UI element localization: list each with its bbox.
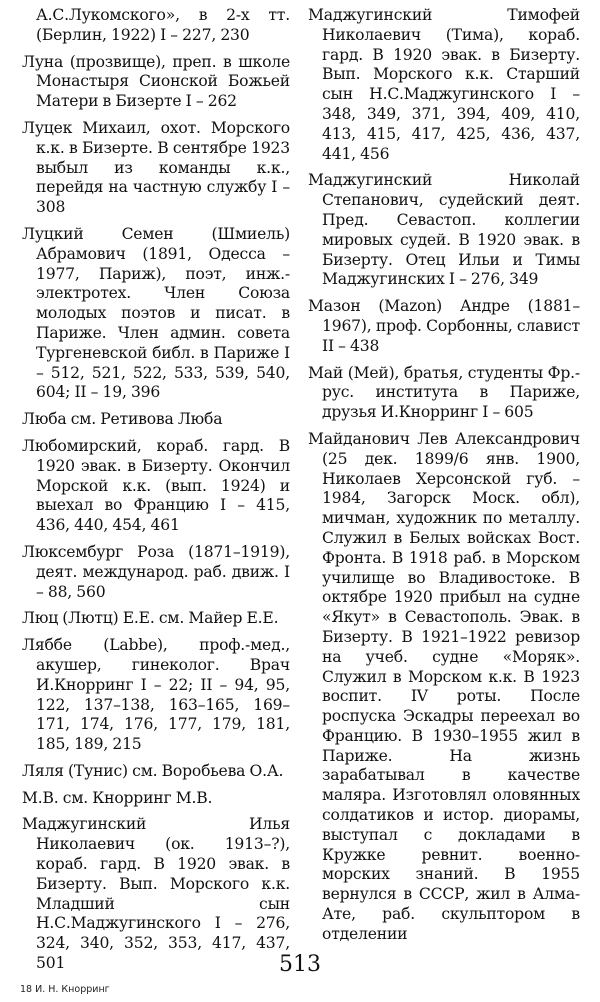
index-entry: Луцкий Семен (Шмиель) Абрамович (1891, Одесса – 1977, Париж), поэт, инж.-электротех. Член Союза молодых поэтов и писат. в Париже. Член админ. совета Тургеневской библ. в Париже I – 512, 521, 522, 533, 539, 540, 604; II – 19, 396 <box>22 224 290 402</box>
index-entry: М.В. см. Кнорринг М.В. <box>22 788 213 807</box>
index-entry: Майданович Лев Александрович (25 дек. 1899/6 янв. 1900, Николаев Херсонской губ. – 1984, Загорск Моск. обл), мичман, художник по металлу. Служил в Белых войсках Вост. Фронта. В 1918 раб. в Морском училище во Владивостоке. В октябре 1920 прибыл на судне «Якут» в Севастополь. Эвак. в Бизерту. В 1921–1922 ревизор на учеб. судне «Моряк». Служил в Морском к.к. В 1923 воспит. IV роты. После роспуска Эскадры переехал во Францию. В 1930–1955 жил в Париже. На жизнь зарабатывал в качестве маляра. Изготовлял оловянных солдатиков и истор. диорамы, выступал с докладами в Кружке ревнит. военно-морских знаний. В 1955 вернулся в СССР, жил в Алма-Ате, раб. скульптором в отделении <box>308 429 580 943</box>
index-entry: Май (Мей), братья, студенты Фр.-рус. института в Париже, друзья И.Кнорринг I – 605 <box>308 363 580 422</box>
page-number: 513 <box>279 952 321 977</box>
index-entry: Маджугинский Илья Николаевич (ок. 1913–?), кораб. гард. В 1920 эвак. в Бизерту. Вып. Морского к.к. Младший сын Н.С.Маджугинского I – 276, 324, 340, 352, 353, 417, 437, 501 <box>22 815 290 973</box>
index-entry: Маджугинский Тимофей Николаевич (Тима), кораб. гард. В 1920 эвак. в Бизерту. Вып. Морского к.к. Старший сын Н.С.Маджугинского I – 348, 349, 371, 394, 409, 410, 413, 415, 417, 425, 436, 437, 441, 456 <box>308 6 580 163</box>
index-entry: А.С.Лукомского», в 2-х тт. (Берлин, 1922) I – 227, 230 <box>36 6 290 44</box>
index-entry: Маджугинский Николай Степанович, судейский деят. Пред. Севастоп. коллегии мировых судей. В 1920 эвак. в Бизерту. Отец Ильи и Тимы Маджугинских I – 276, 349 <box>308 171 580 289</box>
index-entry: Ляля (Тунис) см. Воробьева О.А. <box>22 761 284 780</box>
index-entry: Ляббе (Labbe), проф.-мед., акушер, гинеколог. Врач И.Кнорринг I – 22; II – 94, 95, 122, 137–138, 163–165, 169–171, 174, 176, 177, 179, 181, 185, 189, 215 <box>22 636 290 754</box>
index-entry: Любомирский, кораб. гард. В 1920 эвак. в Бизерту. Окончил Морской к.к. (вып. 1924) и выехал во Францию I – 415, 436, 440, 454, 461 <box>22 436 290 535</box>
index-entry: Люба см. Ретивова Люба <box>22 410 223 429</box>
index-entry: Люц (Лютц) Е.Е. см. Майер Е.Е. <box>22 609 279 628</box>
left-column <box>22 6 290 981</box>
index-entry: Мазон (Mazon) Андре (1881–1967), проф. Сорбонны, славист II – 438 <box>308 297 580 355</box>
signature-mark: 18 И. Н. Кнорринг <box>20 984 110 995</box>
right-column <box>308 6 580 952</box>
index-entry: Луцек Михаил, охот. Морского к.к. в Бизерте. В сентябре 1923 выбыл из команды к.к., перейдя на частную службу I – 308 <box>22 118 290 217</box>
index-entry: Люксембург Роза (1871–1919), деят. международ. раб. движ. I – 88, 560 <box>22 542 290 601</box>
index-entry: Луна (прозвище), преп. в школе Монастыря Сионской Божьей Матери в Бизерте I – 262 <box>22 52 290 111</box>
